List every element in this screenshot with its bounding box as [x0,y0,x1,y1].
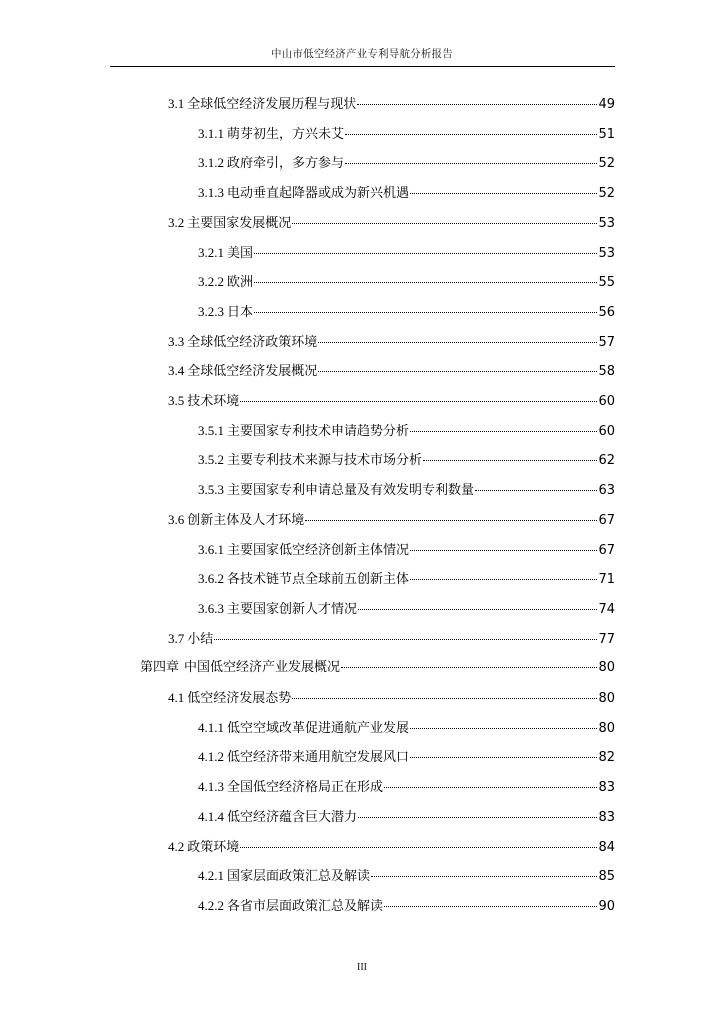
toc-entry-title: 全球低空经济政策环境 [187,334,318,350]
toc-entry-page: 71 [598,572,615,588]
toc-entry[interactable] [198,807,615,827]
toc-entry-title: 低空经济带来通用航空发展风口 [227,750,410,766]
toc-dot-leader [384,906,597,907]
toc-entry-title: 中国低空经济产业发展概况 [184,660,341,676]
toc-entry[interactable] [168,94,615,114]
toc-entry-title: 小结 [187,631,214,647]
toc-dot-leader [240,847,597,848]
toc-dot-leader [410,728,597,729]
toc-entry[interactable] [198,272,615,292]
toc-dot-leader [475,490,597,491]
toc-entry-title: 主要国家创新人才情况 [227,601,358,617]
toc-dot-leader [318,342,597,343]
toc-entry-page: 63 [598,483,615,499]
toc-entry-number: 3.2.2 [198,274,224,290]
toc-entry[interactable] [198,747,615,767]
toc-entry-page: 57 [598,334,615,350]
toc-entry-page: 83 [598,809,615,825]
toc-entry[interactable] [168,391,615,411]
toc-entry-page: 80 [598,660,615,676]
toc-dot-leader [240,401,597,402]
toc-entry-title: 政策环境 [187,839,240,855]
toc-entry-page: 90 [598,898,615,914]
toc-entry[interactable] [168,213,615,233]
toc-entry-number: 4.2.1 [198,868,224,884]
toc-entry-number: 3.5.1 [198,422,224,438]
running-header: 中山市低空经济产业专利导航分析报告 [271,48,453,60]
toc-entry[interactable] [198,866,615,886]
toc-entry-title: 美国 [227,245,254,261]
toc-entry-page: 84 [598,839,615,855]
toc-entry-title: 全球低空经济发展概况 [187,364,318,380]
toc-entry-title: 全球低空经济发展历程与现状 [187,97,357,112]
toc-entry-page: 55 [598,275,615,291]
toc-entry-number: 3.5 [168,393,185,408]
toc-entry-title: 各技术链节点全球前五创新主体 [227,572,410,588]
toc-entry-title: 主要专利技术来源与技术市场分析 [227,453,423,469]
toc-dot-leader [371,876,597,877]
toc-entry-page: 62 [598,453,615,469]
toc-dot-leader [410,757,597,758]
toc-entry[interactable] [198,302,615,322]
toc-entry-number: 3.1.2 [198,155,224,171]
toc-entry-number: 4.1.3 [198,779,224,795]
toc-entry-title: 技术环境 [187,394,240,409]
toc-dot-leader [410,193,597,194]
toc-entry[interactable] [198,124,615,144]
toc-entry-title: 电动垂直起降器或成为新兴机遇 [227,186,410,202]
toc-entry-page: 85 [598,869,615,885]
toc-entry-number: 4.1.2 [198,749,224,765]
toc-entry-title: 全国低空经济格局正在形成 [227,780,384,796]
toc-entry-page: 82 [598,750,615,766]
toc-entry[interactable] [168,688,615,708]
toc-entry-title: 各省市层面政策汇总及解读 [227,898,384,914]
toc-entry-title: 创新主体及人才环境 [187,512,305,528]
toc-entry[interactable] [168,837,615,857]
toc-entry-number: 3.2.3 [198,303,224,319]
toc-entry-title: 政府牵引，多方参与 [227,156,345,172]
toc-dot-leader [254,282,597,283]
toc-entry-number: 3.2.1 [198,244,224,260]
toc-dot-leader [423,460,597,461]
toc-entry-number: 3.1.3 [198,185,224,201]
toc-entry-number: 3.4 [168,363,185,379]
toc-entry-page: 56 [598,304,615,320]
toc-entry-number: 3.6.1 [198,541,224,557]
toc-entry[interactable] [168,629,615,649]
toc-entry-title: 日本 [227,304,254,320]
toc-dot-leader [357,104,597,105]
toc-entry-number: 4.2.2 [198,897,224,913]
toc-entry-title: 主要国家专利申请总量及有效发明专利数量 [227,483,475,499]
toc-entry-number: 3.5.3 [198,482,224,498]
toc-entry[interactable] [168,361,615,381]
toc-entry-page: 77 [598,631,615,647]
toc-dot-leader [384,787,597,788]
toc-entry-number: 3.7 [168,630,185,646]
toc-dot-leader [254,253,597,254]
toc-entry-title: 低空经济蕴含巨大潜力 [227,809,358,825]
toc-entry[interactable] [198,599,615,619]
toc-entry[interactable] [198,153,615,173]
toc-entry-page: 53 [598,215,615,231]
toc-dot-leader [254,312,597,313]
toc-entry-number: 第四章 [140,660,180,676]
toc-entry-title: 主要国家专利技术申请趋势分析 [227,423,410,439]
toc-dot-leader [410,431,597,432]
toc-dot-leader [345,134,597,135]
toc-entry[interactable] [198,718,615,738]
toc-entry-title: 主要国家低空经济创新主体情况 [227,542,410,558]
toc-entry-page: 58 [598,364,615,380]
toc-entry-number: 4.2 [168,838,185,854]
toc-entry-page: 49 [598,97,615,112]
toc-entry-page: 60 [598,423,615,439]
toc-entry-number: 3.1 [168,96,185,111]
toc-entry[interactable] [168,332,615,352]
toc-dot-leader [292,698,597,699]
toc-entry-page: 80 [598,720,615,736]
toc-entry[interactable] [140,658,615,678]
toc-entry-title: 低空经济发展态势 [187,691,292,706]
toc-entry-title: 低空空域改革促进通航产业发展 [227,720,410,736]
toc-dot-leader [214,639,597,640]
toc-entry-number: 3.6.3 [198,600,224,616]
toc-dot-leader [358,817,597,818]
toc-entry-number: 3.2 [168,214,185,230]
toc-entry-page: 67 [598,512,615,528]
toc-entry-page: 52 [598,186,615,202]
toc-entry[interactable] [168,510,615,530]
toc-dot-leader [358,609,597,610]
toc-entry-number: 3.3 [168,333,185,349]
toc-entry[interactable] [198,183,615,203]
toc-dot-leader [318,371,597,372]
toc-entry-number: 4.1.1 [198,719,224,735]
toc-entry-number: 4.1 [168,690,185,705]
toc-entry-page: 51 [598,126,615,142]
toc-entry-page: 80 [598,691,615,706]
toc-dot-leader [410,579,597,580]
toc-entry[interactable] [198,480,615,500]
toc-entry-title: 萌芽初生，方兴未艾 [227,126,345,142]
toc-entry-title: 主要国家发展概况 [187,215,292,231]
toc-entry-page: 67 [598,542,615,558]
toc-dot-leader [305,520,597,521]
toc-entry-page: 52 [598,156,615,172]
toc-entry-number: 4.1.4 [198,808,224,824]
toc-entry-page: 53 [598,245,615,261]
toc-entry[interactable] [198,569,615,589]
toc-entry[interactable] [198,450,615,470]
toc-entry-page: 83 [598,780,615,796]
toc-dot-leader [292,223,597,224]
header-rule [110,66,615,67]
toc-entry[interactable] [198,777,615,797]
toc-entry-page: 74 [598,601,615,617]
toc-entry[interactable] [198,421,615,441]
toc-dot-leader [341,667,597,668]
toc-entry-title: 欧洲 [227,275,254,291]
toc-entry-number: 3.1.1 [198,125,224,141]
toc-entry-title: 国家层面政策汇总及解读 [227,869,371,885]
page-number: III [357,962,367,973]
toc-entry[interactable] [198,243,615,263]
toc-entry-number: 3.6 [168,511,185,527]
toc-dot-leader [410,550,597,551]
toc-entry-page: 60 [598,394,615,409]
toc-entry[interactable] [198,896,615,916]
toc-dot-leader [345,163,597,164]
toc-entry-number: 3.6.2 [198,571,224,587]
toc-entry-number: 3.5.2 [198,452,224,468]
toc-entry[interactable] [198,540,615,560]
